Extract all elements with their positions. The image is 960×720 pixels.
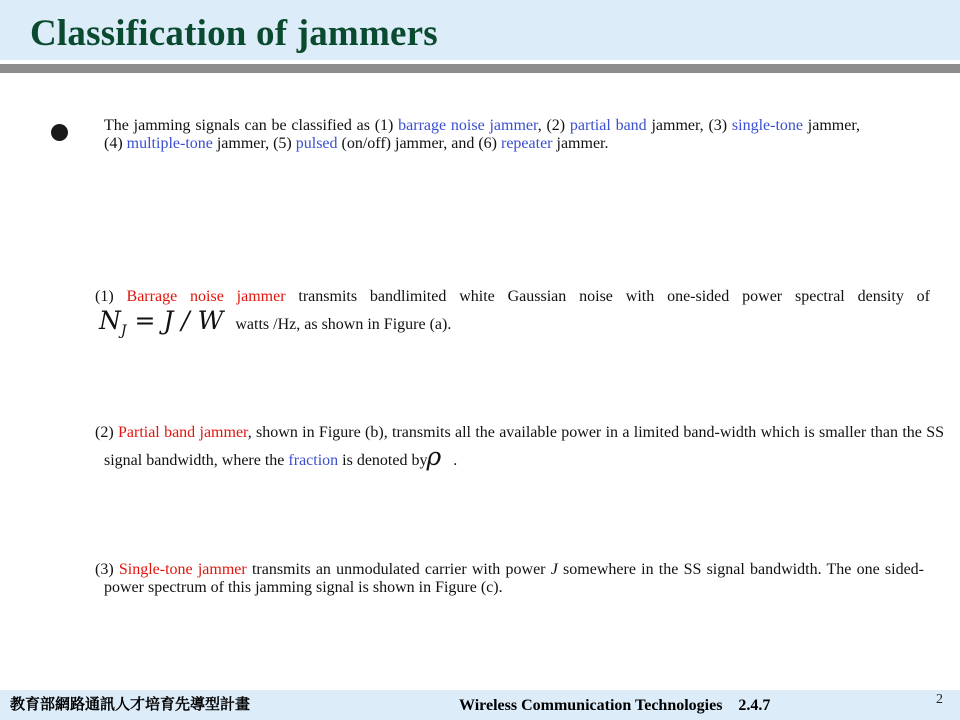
text-segment: transmits bandlimited white Gaussian noise with one-sided power spectral density of xyxy=(285,288,931,305)
text-segment: , shown in Figure (b), transmits all the available power in a limited band-width which is smaller than the SS signal bandwidth, where the xyxy=(104,424,945,469)
term-fraction: fraction xyxy=(288,452,339,469)
equation-nj: $N_J = J / W$ xyxy=(99,306,224,339)
footer-organization: 教育部網路通訊人才培育先導型計畫 xyxy=(10,695,251,713)
text-segment: jammer. xyxy=(552,135,609,152)
slide-title: Classification of jammers xyxy=(30,13,438,54)
term-partial-band-jammer: Partial band jammer xyxy=(117,424,248,441)
term-multiple-tone: multiple-tone xyxy=(126,135,213,152)
term-barrage-noise-jammer: Barrage noise jammer xyxy=(126,288,286,305)
variable-j: J xyxy=(550,561,558,578)
title-divider xyxy=(0,64,960,73)
text-segment: somewhere in the SS signal bandwidth. The one sided-power spectrum of this jamming signal is shown in Figure (c). xyxy=(104,561,925,596)
text-segment: (on/off) jammer, and (6) xyxy=(337,135,501,152)
text-segment: jammer, (3) xyxy=(646,117,732,134)
paragraph-jammer-types xyxy=(104,117,860,153)
term-repeater: repeater xyxy=(500,135,553,152)
paragraph-partial-band xyxy=(95,424,945,471)
bullet-icon xyxy=(51,124,68,141)
paragraph-single-tone xyxy=(95,561,925,597)
text-segment: transmits an unmodulated carrier with power xyxy=(246,561,551,578)
term-pulsed: pulsed xyxy=(295,135,338,152)
text-segment: The jamming signals can be classified as (1) xyxy=(104,117,399,134)
term-single-tone: single-tone xyxy=(731,117,803,134)
text-segment: , (2) xyxy=(537,117,570,134)
page-number: 2 xyxy=(936,692,943,707)
text-segment: . xyxy=(449,452,458,469)
text-segment: watts /Hz, as shown in Figure (a). xyxy=(231,316,452,333)
text-segment: is denoted by xyxy=(338,452,432,469)
symbol-rho: ρ xyxy=(426,442,442,471)
text-segment: (1) xyxy=(95,288,127,305)
term-barrage-noise-jammer: barrage noise jammer xyxy=(398,117,538,134)
text-segment: jammer, (4) xyxy=(104,117,861,152)
term-partial-band: partial band xyxy=(569,117,647,134)
text-segment: (2) xyxy=(95,424,118,441)
term-single-tone-jammer: Single-tone jammer xyxy=(118,561,247,578)
paragraph-barrage-noise xyxy=(95,288,931,339)
text-segment: (3) xyxy=(95,561,119,578)
footer-course: Wireless Communication Technologies 2.4.7 xyxy=(459,697,771,714)
text-segment: jammer, (5) xyxy=(212,135,296,152)
